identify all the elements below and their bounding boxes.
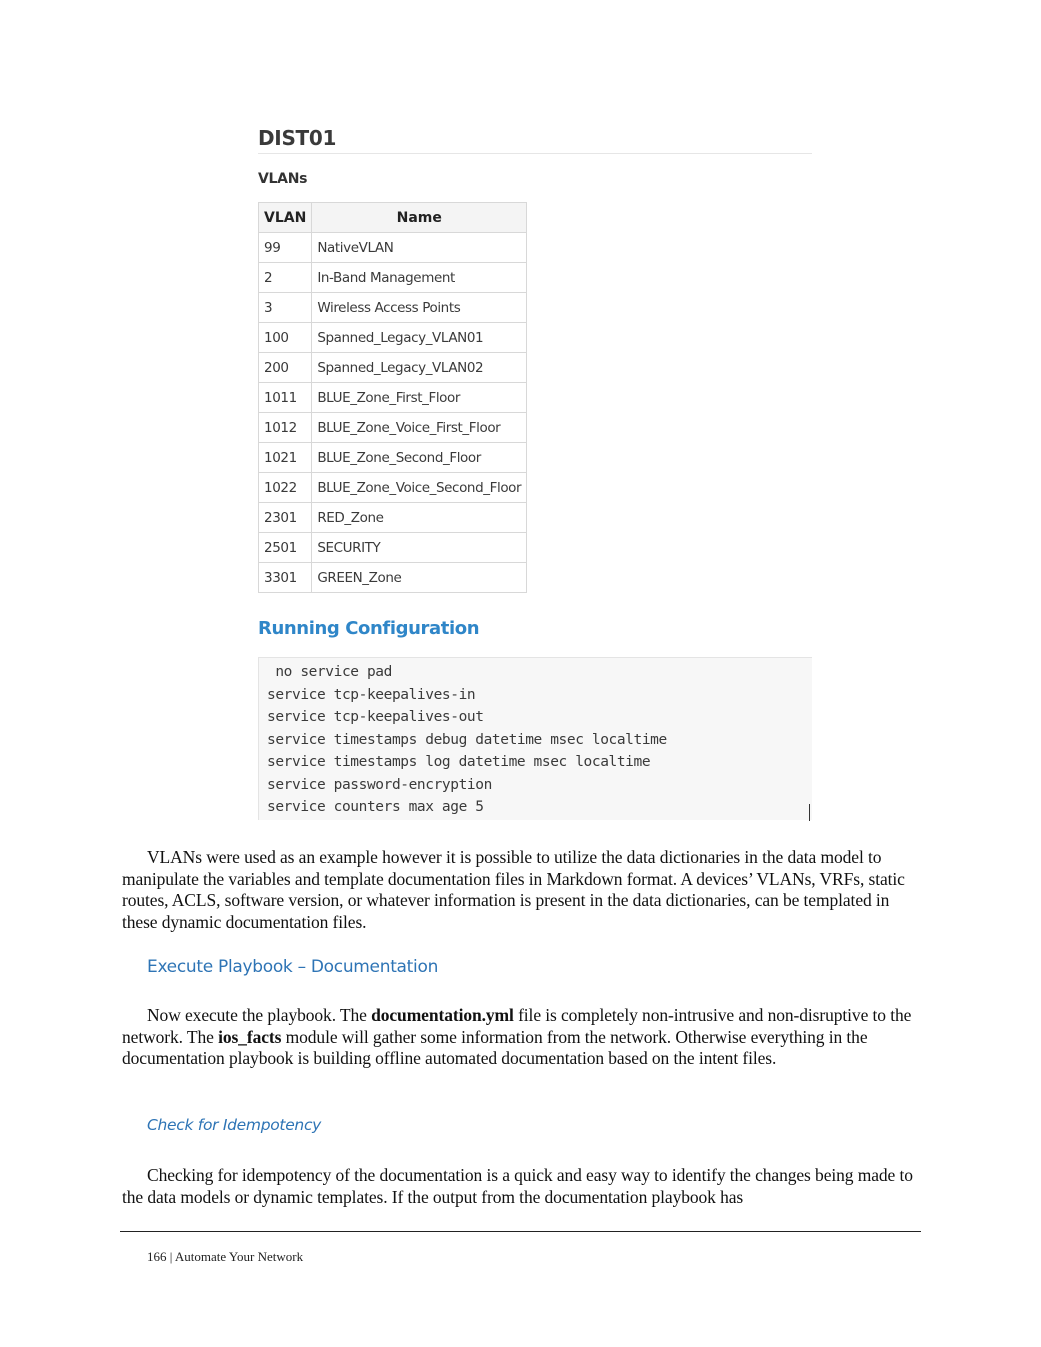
vlan-id-cell: 1021 [259, 443, 312, 473]
code-line: service counters max age 5 [267, 799, 484, 815]
paragraph-text: module will gather some information from the network. Otherwise everything in the documentation playbook is building offline automated documentation based on the intent files. [122, 1026, 868, 1068]
table-row [259, 533, 527, 563]
device-title: DIST01 [258, 126, 337, 150]
body-paragraph-idempotency: Checking for idempotency of the documentation is a quick and easy way to identify the changes being made to the data models or dynamic templates. If the output from the documentation playbook has [122, 1165, 913, 1207]
table-row [259, 503, 527, 533]
vlan-name-cell: NativeVLAN [312, 233, 527, 263]
code-line: service tcp-keepalives-in [267, 687, 476, 703]
vlan-id-cell: 99 [259, 233, 312, 263]
vlan-table [258, 202, 527, 593]
vlan-name-cell: Spanned_Legacy_VLAN02 [312, 353, 527, 383]
table-row [259, 563, 527, 593]
paragraph-text: Now execute the playbook. The [147, 1005, 372, 1025]
module-name-bold: ios_facts [218, 1026, 282, 1047]
section-heading-idempotency: Check for Idempotency [147, 1116, 322, 1134]
table-row [259, 293, 527, 323]
vlan-name-cell: In-Band Management [312, 263, 527, 293]
code-line: service tcp-keepalives-out [267, 709, 484, 725]
table-row [259, 383, 527, 413]
title-divider [258, 153, 812, 154]
paragraph-text: file is completely non-intrusive and non-disruptive to the network. The [122, 1005, 912, 1047]
vlan-name-cell: Wireless Access Points [312, 293, 527, 323]
vlan-name-cell: BLUE_Zone_Voice_Second_Floor [312, 473, 527, 503]
vlan-id-cell: 2 [259, 263, 312, 293]
vlans-heading: VLANs [258, 171, 308, 187]
code-line: service timestamps log datetime msec localtime [267, 754, 651, 770]
vlan-id-cell: 1011 [259, 383, 312, 413]
table-row [259, 233, 527, 263]
vlan-id-cell: 3 [259, 293, 312, 323]
footer-divider [120, 1231, 921, 1232]
body-paragraph-execute [122, 1005, 922, 1070]
table-header-row [259, 203, 527, 233]
config-code-block [258, 657, 812, 820]
vlan-id-cell: 1012 [259, 413, 312, 443]
vlan-id-cell: 1022 [259, 473, 312, 503]
vlan-name-cell: BLUE_Zone_Voice_First_Floor [312, 413, 527, 443]
vlan-name-cell: BLUE_Zone_First_Floor [312, 383, 527, 413]
code-line: service password-encryption [267, 777, 492, 793]
vlan-id-cell: 200 [259, 353, 312, 383]
table-row [259, 473, 527, 503]
table-row [259, 323, 527, 353]
vlan-id-cell: 100 [259, 323, 312, 353]
vlan-id-cell: 2301 [259, 503, 312, 533]
vlan-name-cell: SECURITY [312, 533, 527, 563]
vlan-name-cell: Spanned_Legacy_VLAN01 [312, 323, 527, 353]
code-line: service timestamps debug datetime msec localtime [267, 732, 667, 748]
column-header-name: Name [312, 203, 527, 233]
vlan-name-cell: GREEN_Zone [312, 563, 527, 593]
table-row [259, 443, 527, 473]
table-row [259, 263, 527, 293]
running-config-heading: Running Configuration [258, 618, 480, 639]
vlan-id-cell: 3301 [259, 563, 312, 593]
text-cursor [809, 804, 810, 821]
body-paragraph-vlans: VLANs were used as an example however it is possible to utilize the data dictionaries in the data model to manipulate the variables and template documentation files in Markdown format. A devices’ VLANs, VRFs, static routes, ACLS, software version, or whatever information is present in the data dictionaries, can be templated in these dynamic documentation files. [122, 847, 905, 932]
table-row [259, 413, 527, 443]
section-heading-execute: Execute Playbook – Documentation [147, 957, 439, 977]
table-row [259, 353, 527, 383]
code-line: no service pad [267, 664, 392, 680]
column-header-vlan: VLAN [259, 203, 312, 233]
page-footer: 166 | Automate Your Network [147, 1249, 304, 1264]
vlan-name-cell: RED_Zone [312, 503, 527, 533]
vlan-name-cell: BLUE_Zone_Second_Floor [312, 443, 527, 473]
vlan-id-cell: 2501 [259, 533, 312, 563]
filename-bold: documentation.yml [371, 1005, 514, 1025]
